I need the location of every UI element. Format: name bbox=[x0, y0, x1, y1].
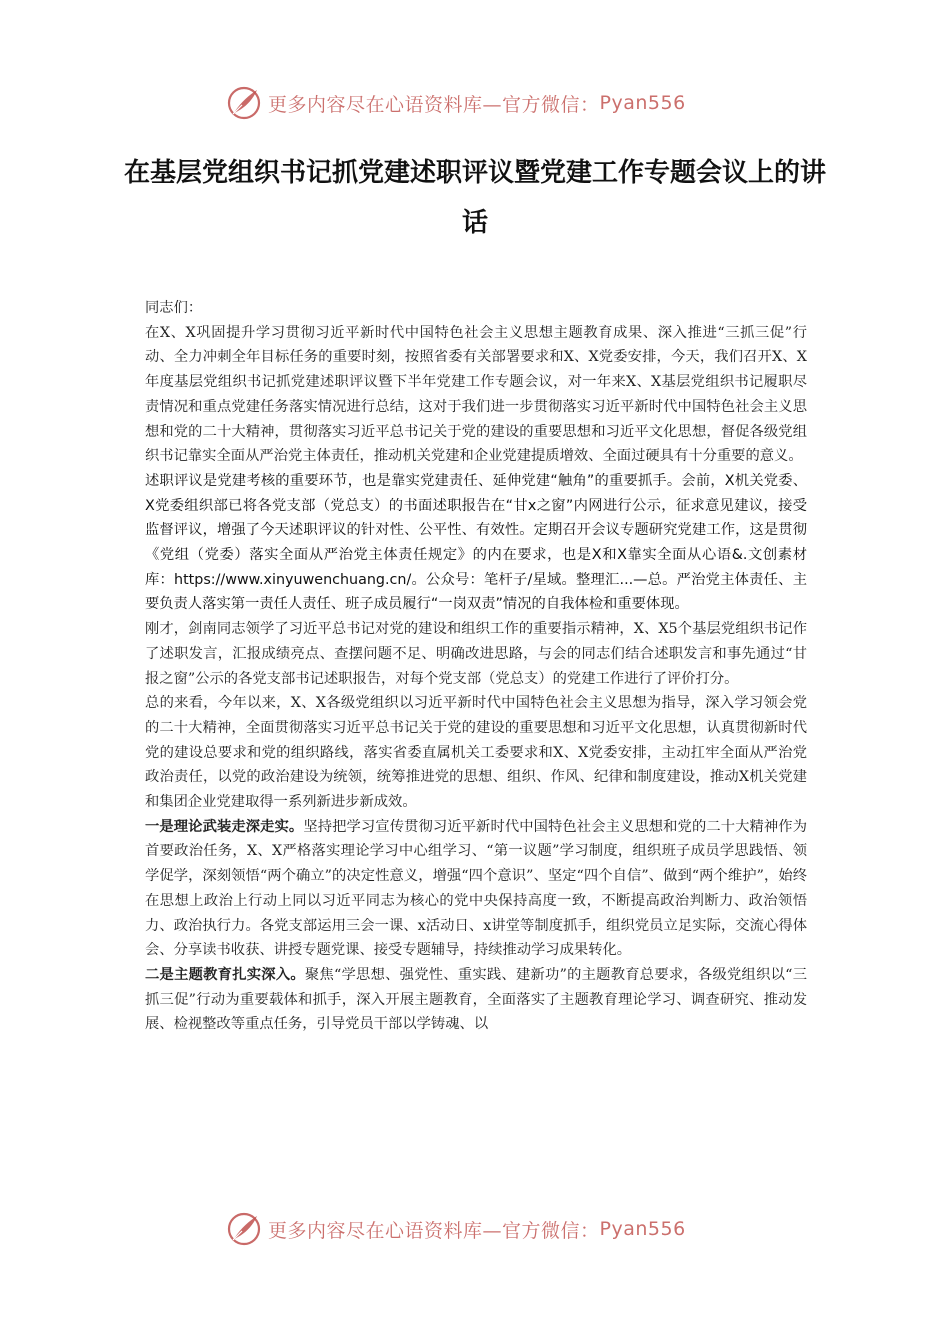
paragraph-6 bbox=[145, 963, 807, 1037]
watermark-footer bbox=[226, 1209, 746, 1249]
watermark-text: 更多内容尽在心语资料库—官方微信： bbox=[268, 1219, 600, 1242]
page-title: 在基层党组织书记抓党建述职评议暨党建工作专题会议上的讲话 bbox=[123, 158, 826, 238]
paragraph-3: 刚才，剑南同志领学了习近平总书记对党的建设和组织工作的重要指示精神，X、X5个基层党组织书记作了述职发言，汇报成绩亮点、查摆问题不足、明确改进思路，与会的同志们结合述职发言和事先通过“甘报之窗”公示的各党支部书记述职报告，对每个党支部（党总支）的党建工作进行了评价打分。 bbox=[145, 621, 807, 687]
quill-pen-icon bbox=[226, 1211, 262, 1247]
watermark-wechat-id: Pyan556 bbox=[599, 1218, 686, 1240]
paragraph-5 bbox=[145, 815, 807, 963]
watermark-header bbox=[226, 83, 746, 123]
paragraph-5-text: 坚持把学习宣传贯彻习近平新时代中国特色社会主义思想和党的二十大精神作为首要政治任务，X、X严格落实理论学习中心组学习、“第一议题”学习制度，组织班子成员学思践悟、领学促学，深刻领悟“两个确立”的决定性意义，增强“四个意识”、坚定“四个自信”、做到“两个维护”，始终在思想上政治上行动上同以习近平同志为核心的党中央保持高度一致，不断提高政治判断力、政治领悟力、政治执行力。各党支部运用三会一课、x活动日、x讲堂等制度抓手，组织党员立足实际，交流心得体会、分享读书收获、讲授专题党课、接受专题辅导，持续推动学习成果转化。 bbox=[145, 818, 807, 959]
paragraph-4: 总的来看，今年以来，X、X各级党组织以习近平新时代中国特色社会主义思想为指导，深入学习领会党的二十大精神，全面贯彻落实习近平总书记关于党的建设的重要思想和习近平文化思想，认真贯彻新时代党的建设总要求和党的组织路线，落实省委直属机关工委要求和X、X党委安排，主动扛牢全面从严治党政治责任，以党的政治建设为统领，统筹推进党的思想、组织、作风、纪律和制度建设，推动X机关党建和集团企业党建取得一系列新进步新成效。 bbox=[145, 695, 807, 811]
paragraph-5-heading: 一是理论武装走深走实。 bbox=[145, 818, 304, 835]
watermark-wechat-id: Pyan556 bbox=[599, 92, 686, 114]
document-body bbox=[145, 296, 807, 1037]
greeting: 同志们： bbox=[145, 300, 203, 316]
paragraph-6-text: 聚焦“学思想、强党性、重实践、建新功”的主题教育总要求，各级党组织以“三抓三促”行动为重要载体和抓手，深入开展主题教育，全面落实了主题教育理论学习、调查研究、推动发展、检视整改等重点任务，引导党员干部以学铸魂、以 bbox=[145, 966, 807, 1033]
quill-pen-icon bbox=[226, 85, 262, 121]
paragraph-2: 述职评议是党建考核的重要环节，也是靠实党建责任、延伸党建“触角”的重要抓手。会前，X机关党委、X党委组织部已将各党支部（党总支）的书面述职报告在“甘x之窗”内网进行公示，征求意见建议，接受监督评议，增强了今天述职评议的针对性、公平性、有效性。定期召开会议专题研究党建工作，这是贯彻《党组（党委）落实全面从严治党主体责任规定》的内在要求，也是X和X靠实全面从心语&.文创素材库：https://www.xinyuwenchuang.cn/。公众号：笔杆子/星域。整理汇...—总。严治党主体责任、主要负责人落实第一责任人责任、班子成员履行“一岗双责”情况的自我体检和重要体现。 bbox=[145, 472, 807, 613]
watermark-text: 更多内容尽在心语资料库—官方微信： bbox=[268, 93, 600, 116]
paragraph-1: 在X、X巩固提升学习贯彻习近平新时代中国特色社会主义思想主题教育成果、深入推进“三抓三促”行动、全力冲刺全年目标任务的重要时刻，按照省委有关部署要求和X、X党委安排，今天，我们召开X、X年度基层党组织书记抓党建述职评议暨下半年党建工作专题会议，对一年来X、X基层党组织书记履职尽责情况和重点党建任务落实情况进行总结，这对于我们进一步贯彻落实习近平新时代中国特色社会主义思想和党的二十大精神，贯彻落实习近平总书记关于党的建设的重要思想和习近平文化思想，督促各级党组织书记靠实全面从严治党主体责任，推动机关党建和企业党建提质增效、全面过硬具有十分重要的意义。 bbox=[145, 324, 807, 465]
paragraph-6-heading: 二是主题教育扎实深入。 bbox=[145, 966, 305, 983]
